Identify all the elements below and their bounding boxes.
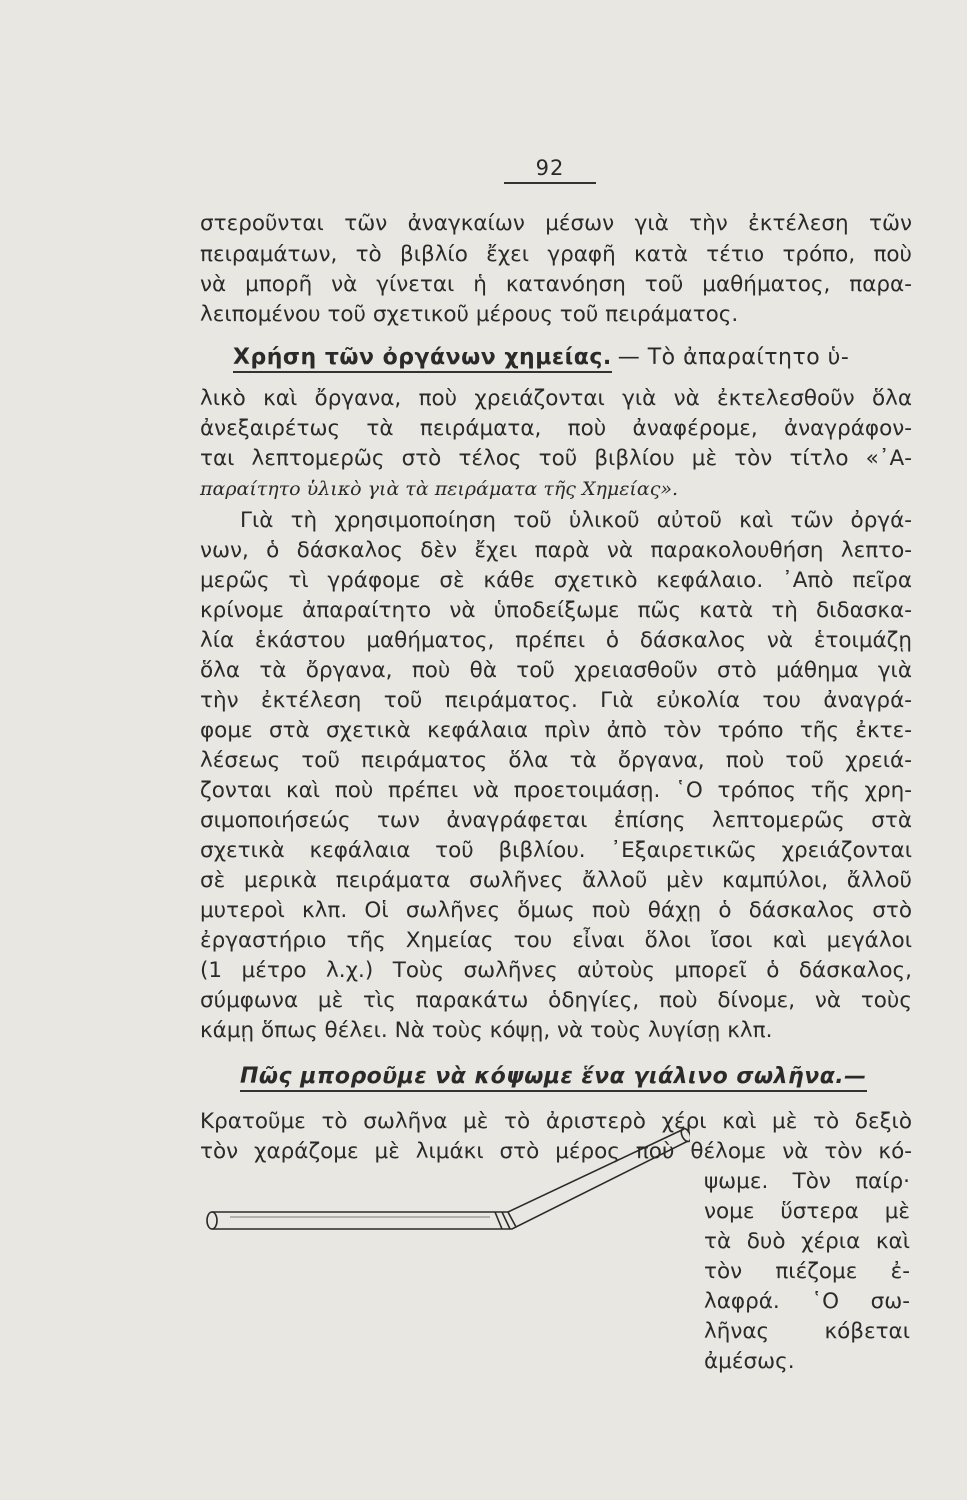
text-line: (1 μέτρο λ.χ.) Τοὺς σωλῆνες αὐτοὺς μπορεῖ ὁ δάσκαλος, <box>200 958 912 983</box>
text-line: κρίνομε ἀπαραίτητο νὰ ὑποδείξωμε πῶς κατὰ τὴ διδασκα- <box>200 598 912 623</box>
text-line: λία ἑκάστου μαθήματος, πρέπει ὁ δάσκαλος νὰ ἑτοιμάζῃ <box>200 628 912 653</box>
side-text-line: τὸν πιέζομε ἐ- <box>704 1259 910 1284</box>
text-line: φομε στὰ σχετικὰ κεφάλαια πρὶν ἀπὸ τὸν τρόπο τῆς ἐκτε- <box>200 718 912 743</box>
side-text-line: νομε ὕστερα μὲ <box>704 1199 910 1224</box>
text-line: ἐργαστήριο τῆς Χημείας του εἶναι ὅλοι ἴσοι καὶ μεγάλοι <box>200 928 912 953</box>
side-text-line: λαφρά. ῾Ο σω- <box>704 1289 910 1314</box>
side-text-line: ἀμέσως. <box>704 1349 795 1374</box>
text-line: λέσεως τοῦ πειράματος ὅλα τὰ ὄργανα, ποὺ τοῦ χρειά- <box>200 748 912 773</box>
text-line: λικὸ καὶ ὄργανα, ποὺ χρειάζονται γιὰ νὰ ἐκτελεσθοῦν ὅλα <box>200 386 912 411</box>
side-text-line: ψωμε. Τὸν παίρ· <box>704 1169 910 1194</box>
section-heading-cutting <box>240 1062 867 1092</box>
side-text-line: τὰ δυὸ χέρια καὶ <box>704 1229 910 1254</box>
tube-upper-edge <box>212 1129 684 1212</box>
side-text-line: λῆνας κόβεται <box>704 1319 910 1344</box>
text-line: πειραμάτων, τὸ βιβλίο ἔχει γραφῆ κατὰ τέτιο τρόπο, ποὺ <box>200 242 912 267</box>
text-line: τὸν χαράζομε μὲ λιμάκι στὸ μέρος ποὺ θέλομε νὰ τὸν κό- <box>200 1139 912 1164</box>
text-line: Κρατοῦμε τὸ σωλῆνα μὲ τὸ ἀριστερὸ χέρι καὶ μὲ τὸ δεξιὸ <box>200 1109 912 1134</box>
text-line: λειπομένου τοῦ σχετικοῦ μέρους τοῦ πειράματος. <box>200 302 739 327</box>
text-line: μυτεροὶ κλπ. Οἱ σωλῆνες ὅμως ποὺ θάχῃ ὁ δάσκαλος στὸ <box>200 898 912 923</box>
page-number: 92 <box>504 156 596 184</box>
text-line: κάμῃ ὅπως θέλει. Νὰ τοὺς κόψῃ, νὰ τοὺς λυγίσῃ κλπ. <box>200 1018 773 1043</box>
text-line: ὅλα τὰ ὄργανα, ποὺ θὰ τοῦ χρειασθοῦν στὸ μάθημα γιὰ <box>200 658 912 683</box>
text-line: ζονται καὶ ποὺ πρέπει νὰ προετοιμάσῃ. ῾Ο τρόπος τῆς χρη- <box>200 778 912 803</box>
text-line: σύμφωνα μὲ τὶς παρακάτω ὁδηγίες, ποὺ δίνομε, νὰ τοὺς <box>200 988 912 1013</box>
text-line: νων, ὁ δάσκαλος δὲν ἔχει παρὰ νὰ παρακολουθήση λεπτο- <box>200 538 912 563</box>
text-line: στεροῦνται τῶν ἀναγκαίων μέσων γιὰ τὴν ἐκτέλεση τῶν <box>200 211 912 236</box>
tube-open-end <box>207 1212 217 1229</box>
text-line: μερῶς τὶ γράφομε σὲ κάθε σχετικὸ κεφάλαιο. ᾿Απὸ πεῖρα <box>200 568 912 593</box>
section-heading-title: Πῶς μποροῦμε νὰ κόψωμε ἕνα γιάλινο σωλῆνα.— <box>240 1064 867 1092</box>
text-line: σὲ μερικὰ πειράματα σωλῆνες ἄλλοῦ μὲν καμπύλοι, ἄλλοῦ <box>200 868 912 893</box>
tube-bend-hatching <box>495 1212 516 1229</box>
text-line: σχετικὰ κεφάλαια τοῦ βιβλίου. ᾿Εξαιρετικῶς χρειάζονται <box>200 838 912 863</box>
text-line: τὴν ἐκτέλεση τοῦ πειράματος. Γιὰ εὐκολία του ἀναγρά- <box>200 688 912 713</box>
tube-lower-edge <box>212 1141 688 1229</box>
text-line: ἀνεξαιρέτως τὰ πειράματα, ποὺ ἀναφέρομε, ἀναγράφον- <box>200 416 912 441</box>
section-heading-title: Χρήση τῶν ὀργάνων χημείας. <box>233 345 612 373</box>
text-line: νὰ μπορῆ νὰ γίνεται ἡ κατανόηση τοῦ μαθήματος, παρα- <box>200 272 912 297</box>
section-heading-instruments <box>233 343 849 373</box>
bent-glass-tube-illustration <box>190 1115 690 1245</box>
tube-far-end <box>679 1127 690 1143</box>
text-line: σιμοποιήσεώς των ἀναγράφεται ἐπίσης λεπτομερῶς στὰ <box>200 808 912 833</box>
italic-title-line: παραίτητο ὑλικὸ γιὰ τὰ πειράματα τῆς Χημείας». <box>200 478 678 500</box>
text-line: ται λεπτομερῶς στὸ τέλος τοῦ βιβλίου μὲ τὸν τίτλο «᾿Α- <box>200 446 912 471</box>
section-heading-tail: — Τὸ ἀπαραίτητο ὑ- <box>617 345 850 370</box>
text-line: Γιὰ τὴ χρησιμοποίηση τοῦ ὑλικοῦ αὐτοῦ καὶ τῶν ὀργά- <box>240 508 912 533</box>
